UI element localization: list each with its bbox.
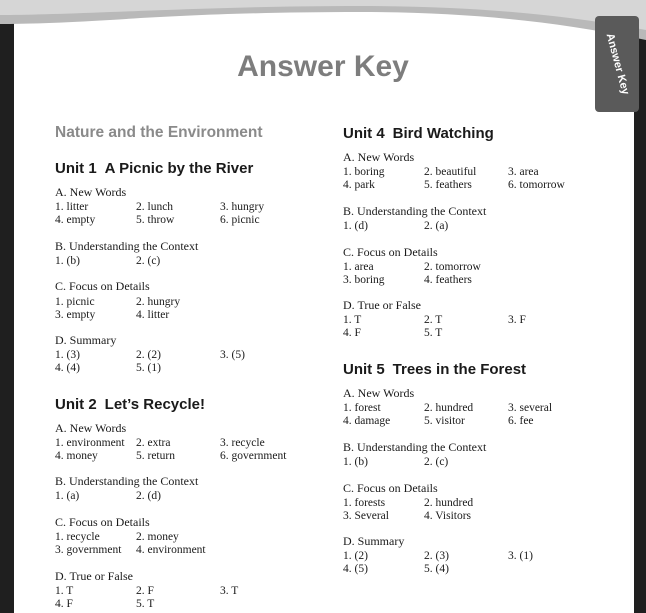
answer-item: 5. T [424, 326, 443, 339]
unit-5-details-heading: C. Focus on Details [343, 481, 438, 495]
answer-item: 3. F [508, 314, 526, 326]
unit-5-details [343, 497, 598, 522]
page-top-curve [0, 0, 646, 40]
answer-item: 4. Visitors [424, 509, 472, 522]
answer-item [220, 309, 310, 322]
unit-4-context [343, 220, 598, 233]
answer-item: 4. empty [55, 213, 96, 226]
answer-item: 4. (4) [55, 361, 80, 374]
unit-2-context [55, 490, 310, 503]
unit-2-context-heading: B. Understanding the Context [55, 474, 199, 488]
unit-1-new-words [55, 201, 310, 226]
answer-item: 2. lunch [136, 201, 174, 213]
answer-item [508, 510, 598, 523]
unit-5-context-heading: B. Understanding the Context [343, 440, 487, 454]
answer-item: 3. several [508, 402, 553, 414]
answer-item: 2. (a) [424, 220, 449, 232]
unit-2-true-false-heading: D. True or False [55, 569, 134, 583]
answer-item: 6. government [220, 449, 287, 462]
answer-item: 5. T [136, 597, 155, 610]
answer-item: 1. forests [343, 497, 386, 509]
answer-item: 1. (a) [55, 490, 80, 502]
answer-item: 1. boring [343, 166, 385, 178]
answer-item: 1. litter [55, 201, 89, 213]
answer-item: 3. (1) [508, 550, 533, 562]
answer-item: 2. hundred [424, 402, 474, 414]
answer-item: 2. T [424, 314, 443, 326]
unit-5-new-words [343, 402, 598, 427]
answer-item: 1. (d) [343, 220, 368, 232]
unit-5-summary [343, 550, 598, 575]
unit-1-heading: Unit 1 A Picnic by the River [55, 160, 254, 177]
answer-item: 1. T [343, 314, 362, 326]
unit-1-details-heading: C. Focus on Details [55, 279, 150, 293]
unit-1-summary-heading: D. Summary [55, 333, 117, 347]
answer-item: 4. environment [136, 543, 206, 556]
answer-item [508, 274, 598, 287]
answer-item: 4. (5) [343, 562, 368, 575]
answer-item: 5. (1) [136, 361, 161, 374]
answer-item: 1. (b) [343, 456, 368, 468]
unit-2-true-false [55, 585, 310, 610]
answer-item: 5. feathers [424, 178, 472, 191]
answer-item: 4. damage [343, 414, 391, 427]
answer-item: 4. money [55, 449, 98, 462]
answer-item: 3. (5) [220, 349, 245, 361]
answer-item: 6. tomorrow [508, 178, 565, 191]
unit-4-details [343, 261, 598, 286]
answer-item: 3. government [55, 543, 122, 556]
answer-item: 2. extra [136, 437, 171, 449]
unit-2-new-words [55, 437, 310, 462]
answer-item [220, 296, 310, 309]
unit-2-details-heading: C. Focus on Details [55, 515, 150, 529]
answer-item: 2. (c) [424, 456, 449, 468]
unit-2-new-words-heading: A. New Words [55, 421, 127, 435]
answer-item [220, 598, 310, 611]
answer-item: 1. T [55, 585, 74, 597]
answer-item: 1. (b) [55, 255, 80, 267]
answer-item [508, 327, 598, 340]
unit-5-context [343, 456, 598, 469]
unit-1-context [55, 255, 310, 268]
answer-item: 3. T [220, 585, 239, 597]
answer-item: 3. empty [55, 308, 96, 321]
unit-5-new-words-heading: A. New Words [343, 386, 415, 400]
answer-item: 2. (2) [136, 349, 161, 361]
unit-2-heading: Unit 2 Let’s Recycle! [55, 396, 205, 413]
answer-item: 1. (2) [343, 550, 368, 562]
unit-4-true-false-heading: D. True or False [343, 298, 422, 312]
answer-item: 5. return [136, 449, 175, 462]
unit-4-context-heading: B. Understanding the Context [343, 204, 487, 218]
unit-2-details [55, 531, 310, 556]
answer-item: 4. park [343, 178, 375, 191]
answer-item: 1. area [343, 261, 374, 273]
answer-item: 5. throw [136, 213, 175, 226]
answer-item: 1. picnic [55, 296, 95, 308]
answer-item: 1. recycle [55, 531, 100, 543]
answer-item: 2. (3) [424, 550, 449, 562]
answer-item: 2. tomorrow [424, 261, 481, 273]
answer-item: 1. environment [55, 437, 125, 449]
answer-item [220, 544, 310, 557]
answer-item: 3. Several [343, 509, 389, 522]
answer-item: 3. area [508, 166, 539, 178]
unit-4-heading: Unit 4 Bird Watching [343, 125, 494, 142]
answer-item: 2. (c) [136, 255, 161, 267]
answer-item: 2. hundred [424, 497, 474, 509]
answer-item: 4. F [343, 326, 361, 339]
answer-item: 6. picnic [220, 213, 260, 226]
answer-item [508, 261, 598, 274]
unit-4-true-false [343, 314, 598, 339]
answer-item: 3. boring [343, 273, 385, 286]
unit-4-details-heading: C. Focus on Details [343, 245, 438, 259]
page-title: Answer Key [237, 50, 409, 83]
answer-item: 5. visitor [424, 414, 465, 427]
answer-item: 2. hungry [136, 296, 181, 308]
answer-item [220, 531, 310, 544]
unit-1-new-words-heading: A. New Words [55, 185, 127, 199]
answer-item: 4. litter [136, 308, 170, 321]
answer-item [508, 497, 598, 510]
answer-item: 4. feathers [424, 273, 472, 286]
answer-item: 1. forest [343, 402, 381, 414]
section-heading: Nature and the Environment [55, 124, 263, 141]
unit-1-details [55, 296, 310, 321]
answer-item: 1. (3) [55, 349, 80, 361]
answer-item: 2. (d) [136, 490, 161, 502]
unit-1-summary [55, 349, 310, 374]
answer-item: 5. (4) [424, 562, 449, 575]
answer-item: 3. hungry [220, 201, 265, 213]
unit-5-summary-heading: D. Summary [343, 534, 405, 548]
answer-item: 2. F [136, 585, 154, 597]
answer-item [508, 563, 598, 576]
unit-5-heading: Unit 5 Trees in the Forest [343, 361, 527, 378]
answer-item: 3. recycle [220, 437, 265, 449]
answer-item [220, 362, 310, 375]
unit-1-context-heading: B. Understanding the Context [55, 239, 199, 253]
unit-4-new-words [343, 166, 598, 191]
answer-item: 4. F [55, 597, 73, 610]
answer-key-tab-label: Answer Key [603, 32, 631, 96]
unit-4-new-words-heading: A. New Words [343, 150, 415, 164]
answer-item: 6. fee [508, 414, 534, 427]
answer-item: 2. beautiful [424, 166, 477, 178]
answer-item: 2. money [136, 531, 179, 543]
